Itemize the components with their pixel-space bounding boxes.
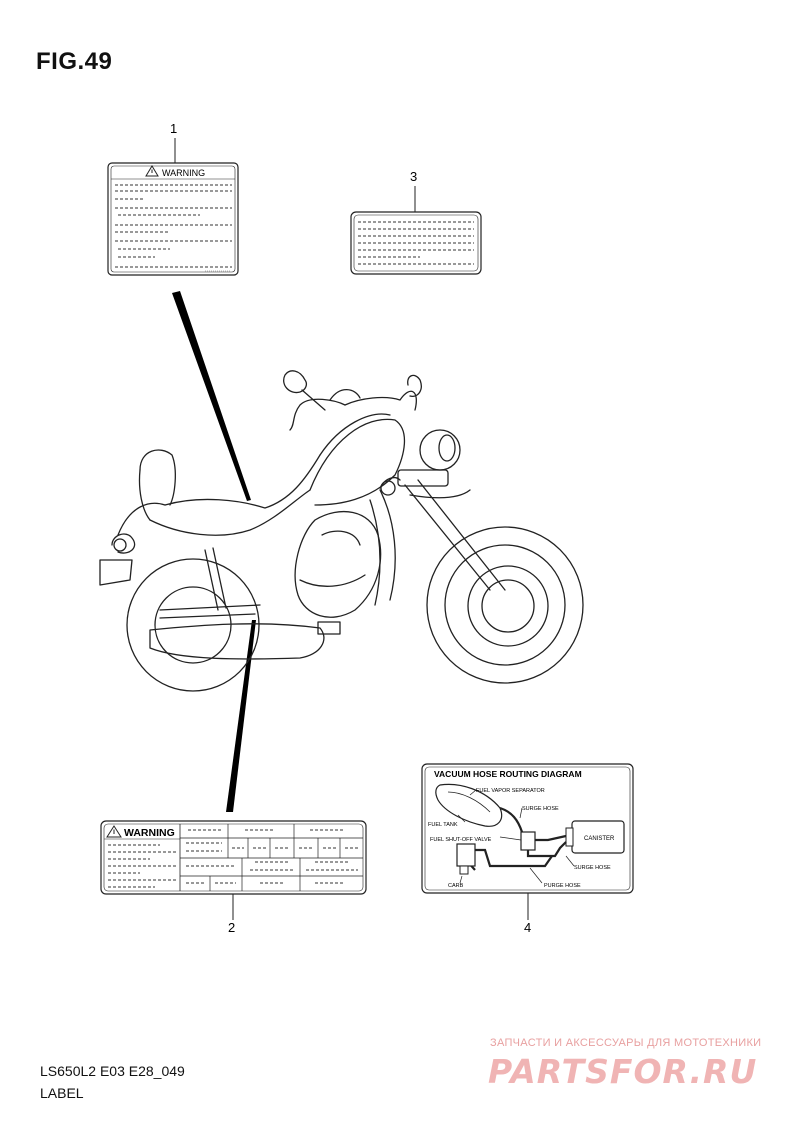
part-surge-hose-top: SURGE HOSE [522,806,559,812]
part-surge-hose-right: SURGE HOSE [574,865,611,871]
motorcycle-illustration [100,371,583,691]
part-fuel-tank: FUEL TANK [428,822,458,828]
callout-2: 2 [228,920,236,935]
pointer-label-1 [172,291,251,501]
part-canister: CANISTER [584,836,615,842]
label-1-warning [108,163,238,275]
watermark-subtitle: ЗАПЧАСТИ И АКСЕССУАРЫ ДЛЯ МОТОТЕХНИКИ [490,1037,762,1049]
carb-shape [457,844,475,866]
label-1-heading: WARNING [162,168,206,178]
callout-1: 1 [170,121,178,136]
label-4-vacuum-hose-diagram [422,764,633,893]
label-3-info [351,212,481,274]
pointer-label-2 [226,620,256,812]
part-fuel-shutoff-valve: FUEL SHUT-OFF VALVE [430,837,492,843]
callout-4: 4 [524,920,532,935]
label-2-warning [101,821,366,894]
label-2-heading: WARNING [124,827,175,839]
callout-3: 3 [410,169,418,184]
watermark-logo: PARTSFOR.RU [488,1052,758,1091]
part-carb: CARB [448,883,464,889]
figure-title: FIG.49 [36,48,113,75]
section-label: LABEL [40,1085,84,1101]
model-code: LS650L2 E03 E28_049 [40,1063,185,1079]
shutoff-valve-shape [521,832,535,850]
part-fuel-vapor-separator: FUEL VAPOR SEPARATOR [476,788,545,794]
part-purge-hose: PURGE HOSE [544,883,581,889]
label-4-title: VACUUM HOSE ROUTING DIAGRAM [434,769,582,779]
